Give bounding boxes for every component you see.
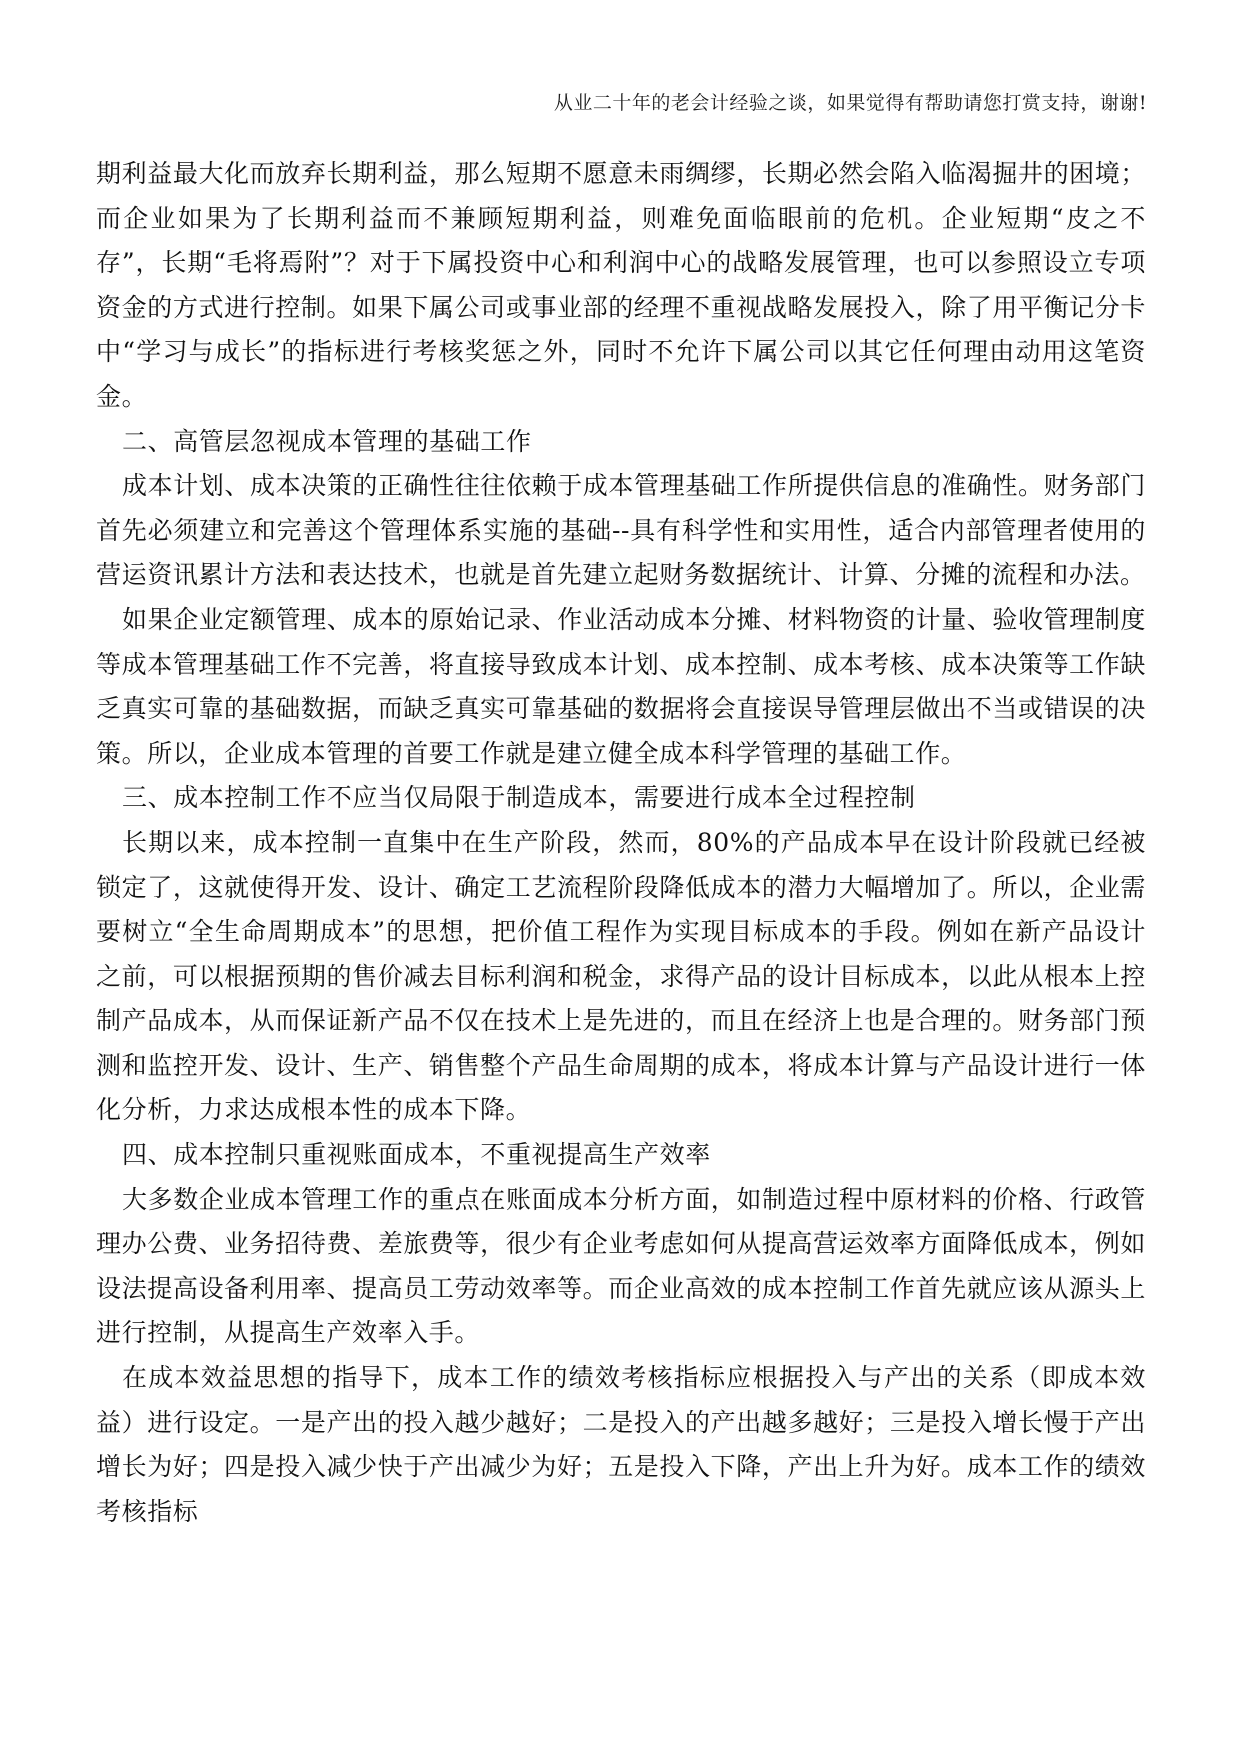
paragraph-production-efficiency: 大多数企业成本管理工作的重点在账面成本分析方面，如制造过程中原材料的价格、行政管理办公费、业务招待费、差旅费等，很少有企业考虑如何从提高营运效率方面降低成本，例如设法提高设备利用率、提高员工劳动效率等。而企业高效的成本控制工作首先就应该从源头上进行控制，从提高生产效率入手。 (96, 1184, 1147, 1348)
document-body (96, 152, 1146, 1534)
section-heading-4: 四、成本控制只重视账面成本，不重视提高生产效率 (122, 1140, 711, 1170)
paragraph-cost-basis-impact: 如果企业定额管理、成本的原始记录、作业活动成本分摊、材料物资的计量、验收管理制度等成本管理基础工作不完善，将直接导致成本计划、成本控制、成本考核、成本决策等工作缺乏真实可靠的基础数据，而缺乏真实可靠基础的数据将会直接误导管理层做出不当或错误的决策。所以，企业成本管理的首要工作就是建立健全成本科学管理的基础工作。 (96, 604, 1147, 768)
paragraph-performance-metrics: 在成本效益思想的指导下，成本工作的绩效考核指标应根据投入与产出的关系（即成本效益）进行设定。一是产出的投入越少越好；二是投入的产出越多越好；三是投入增长慢于产出增长为好；四是投入减少快于产出减少为好；五是投入下降，产出上升为好。成本工作的绩效考核指标 (96, 1363, 1146, 1526)
paragraph-strategic-development: 期利益最大化而放弃长期利益，那么短期不愿意未雨绸缪，长期必然会陷入临渴掘井的困境；而企业如果为了长期利益而不兼顾短期利益，则难免面临眼前的危机。企业短期“皮之不存”，长期“毛将焉附”？对于下属投资中心和利润中心的战略发展管理，也可以参照设立专项资金的方式进行控制。如果下属公司或事业部的经理不重视战略发展投入，除了用平衡记分卡中“学习与成长”的指标进行考核奖惩之外，同时不允许下属公司以其它任何理由动用这笔资金。 (96, 159, 1146, 411)
paragraph-cost-basis: 成本计划、成本决策的正确性往往依赖于成本管理基础工作所提供信息的准确性。财务部门首先必须建立和完善这个管理体系实施的基础--具有科学性和实用性，适合内部管理者使用的营运资讯累计方法和表达技术，也就是首先建立起财务数据统计、计算、分摊的流程和办法。 (96, 471, 1147, 590)
section-heading-3: 三、成本控制工作不应当仅局限于制造成本，需要进行成本全过程控制 (122, 783, 916, 813)
section-heading-2: 二、高管层忽视成本管理的基础工作 (122, 426, 532, 456)
paragraph-lifecycle-cost: 长期以来，成本控制一直集中在生产阶段，然而，80%的产品成本早在设计阶段就已经被锁定了，这就使得开发、设计、确定工艺流程阶段降低成本的潜力大幅增加了。所以，企业需要树立“全生命周期成本”的思想，把价值工程作为实现目标成本的手段。例如在新产品设计之前，可以根据预期的售价减去目标利润和税金，求得产品的设计目标成本，以此从根本上控制产品成本，从而保证新产品不仅在技术上是先进的，而且在经济上也是合理的。财务部门预测和监控开发、设计、生产、销售整个产品生命周期的成本，将成本计算与产品设计进行一体化分析，力求达成根本性的成本下降。 (96, 827, 1146, 1125)
page-header-note: 从业二十年的老会计经验之谈，如果觉得有帮助请您打赏支持，谢谢! (553, 92, 1147, 114)
